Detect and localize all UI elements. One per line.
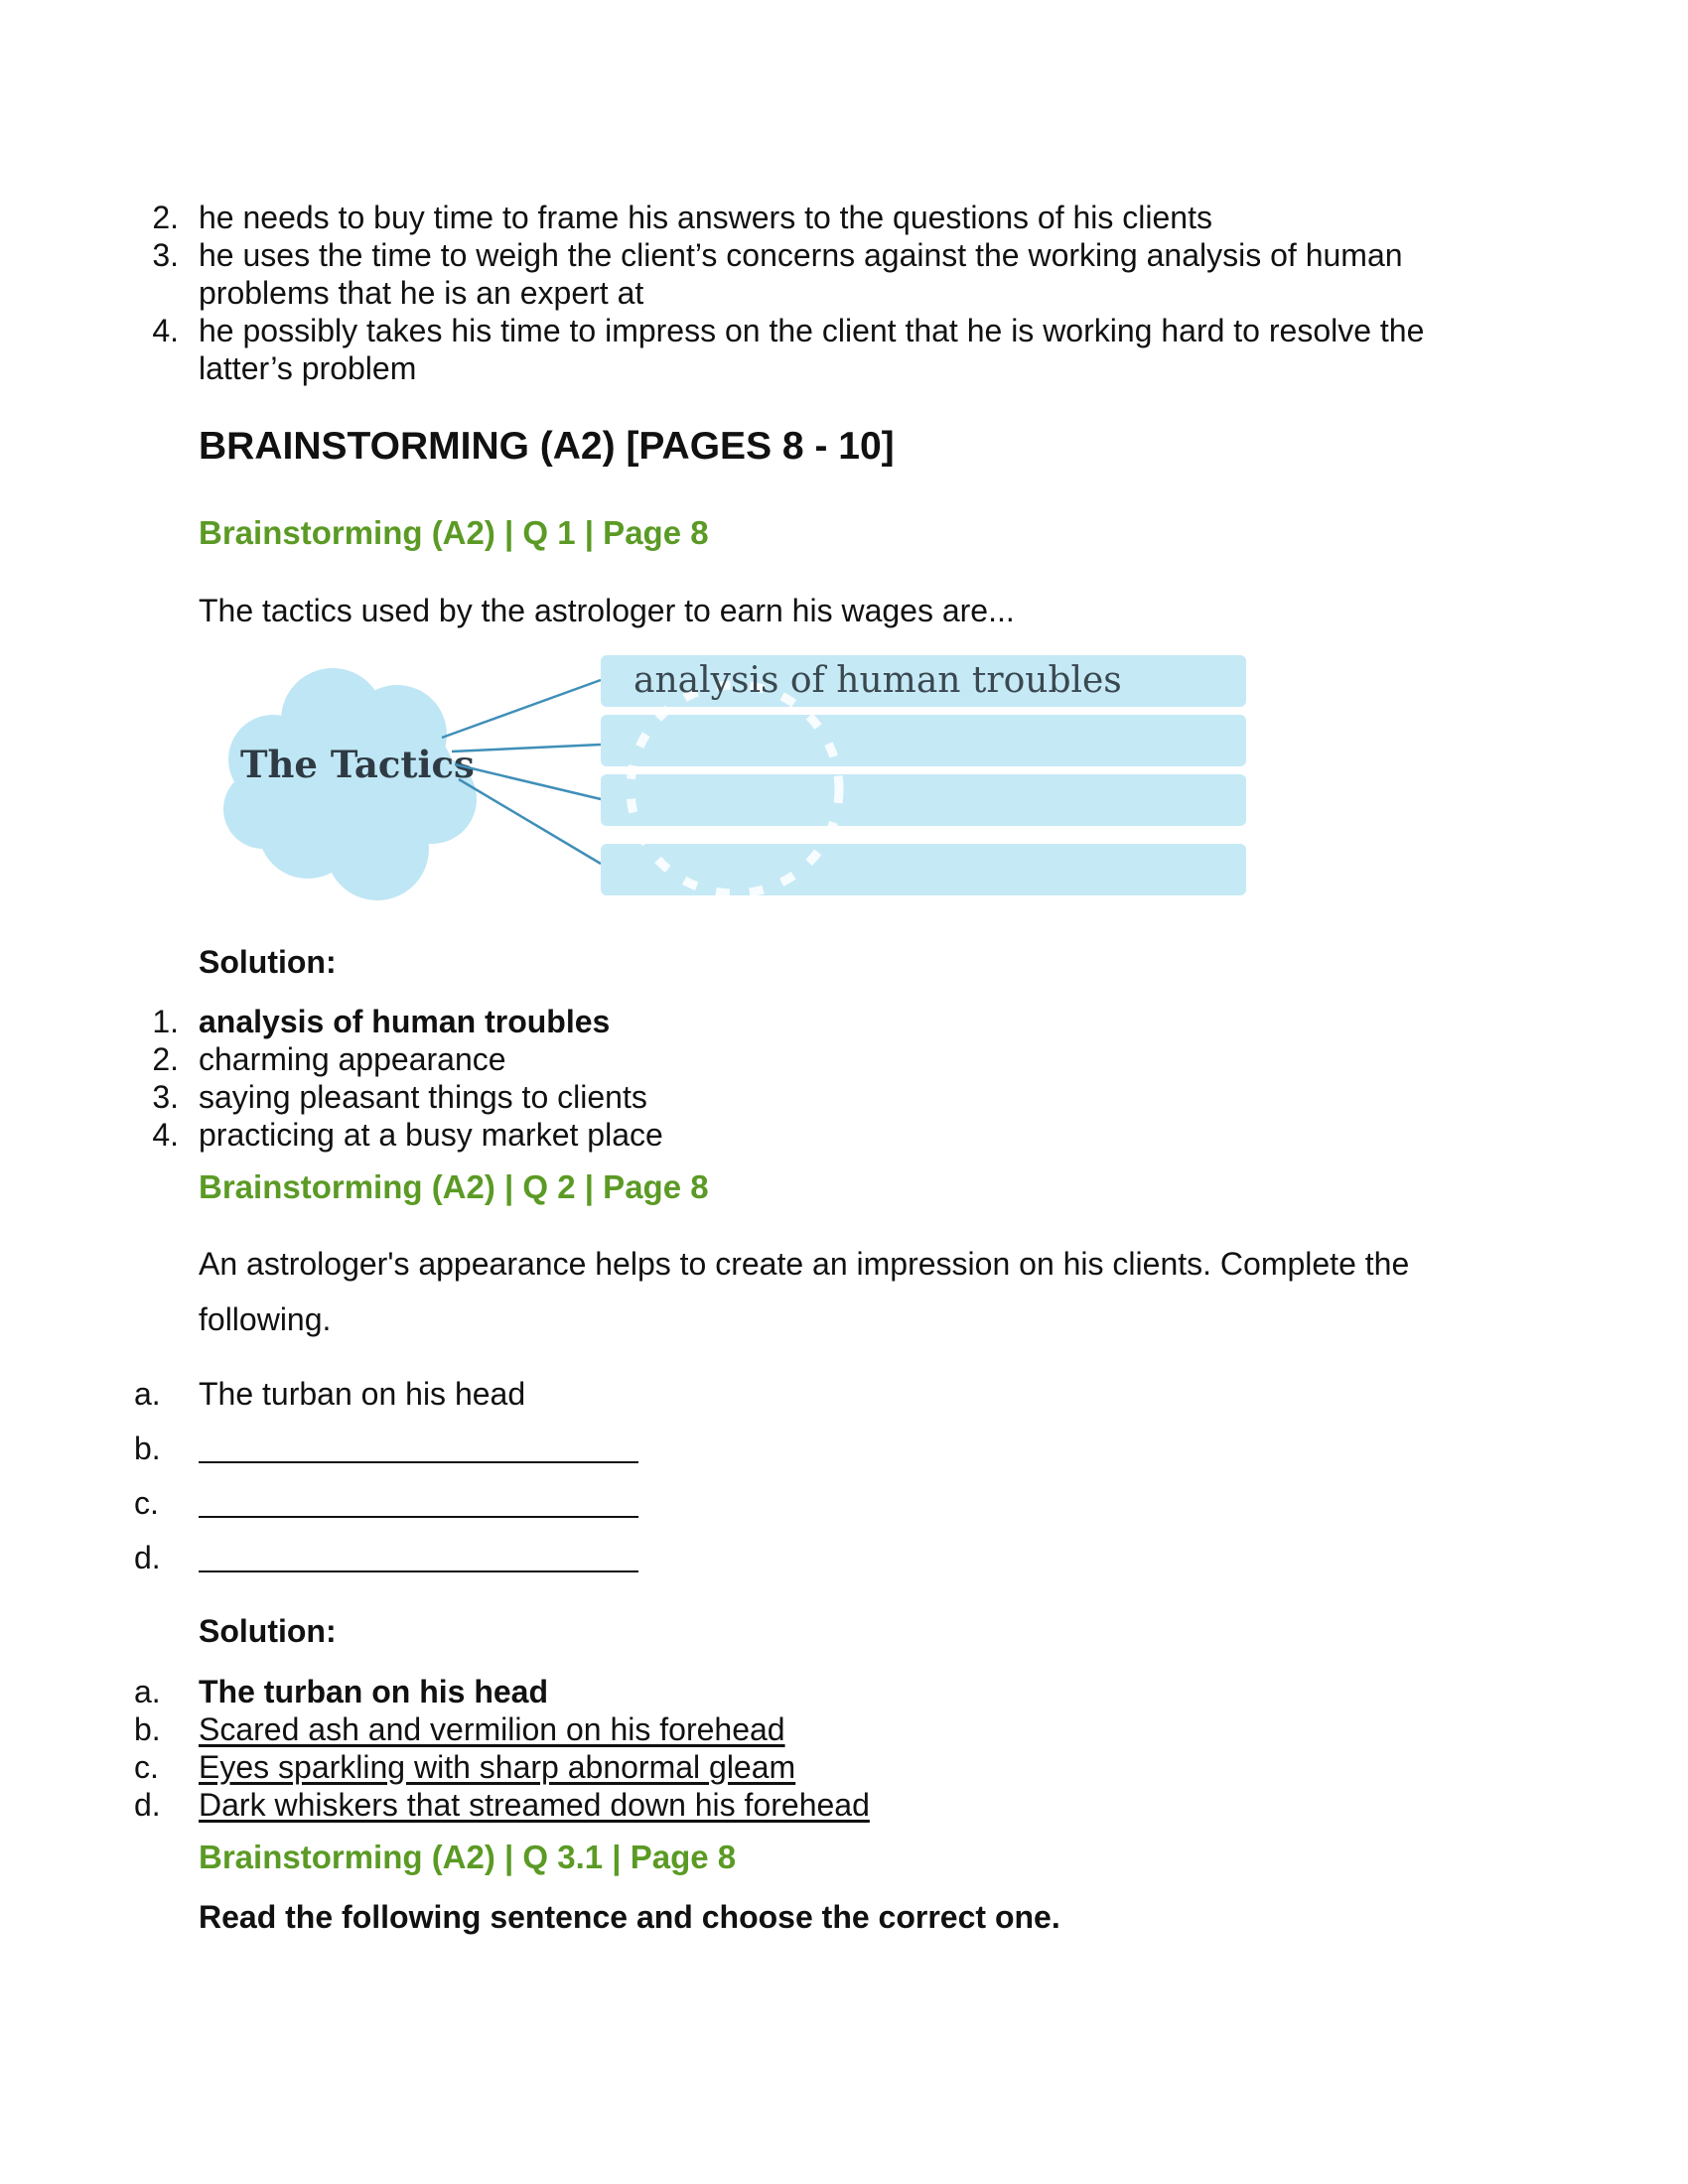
list-item-text: he needs to buy time to frame his answers to the questions of his clients [199,200,1212,235]
answer-text: practicing at a busy market place [199,1117,663,1153]
blank-line [199,1430,638,1463]
list-number: 3. [152,237,179,273]
blank-line [199,1484,638,1518]
tactics-diagram [199,635,1271,923]
question-prompt: following. [199,1301,332,1337]
list-letter: c. [134,1749,159,1785]
list-item-text: he uses the time to weigh the client’s concerns against the working analysis of human [199,237,1403,273]
answer-text: The turban on his head [199,1674,549,1709]
answer-box [601,774,1246,826]
list-number: 4. [152,313,179,348]
box-label: analysis of human troubles [633,660,1122,701]
answer-text: Eyes sparkling with sharp abnormal gleam [199,1749,796,1785]
list-letter: a. [134,1376,161,1412]
answer-text: charming appearance [199,1041,506,1077]
list-item-text: he possibly takes his time to impress on the client that he is working hard to resolve the [199,313,1425,348]
question-instruction: Read the following sentence and choose the correct one. [199,1899,1060,1935]
list-number: 4. [152,1117,179,1153]
list-item-text: problems that he is an expert at [199,275,644,311]
question-prompt: The tactics used by the astrologer to earn his wages are... [199,593,1015,628]
list-number: 3. [152,1079,179,1115]
cloud-label: The Tactics [240,743,475,786]
solution-label: Solution: [199,944,337,980]
blank-line [199,1539,638,1572]
list-letter: a. [134,1674,161,1709]
list-number: 1. [152,1004,179,1039]
question-heading-q3: Brainstorming (A2) | Q 3.1 | Page 8 [199,1839,737,1875]
list-item-text: latter’s problem [199,350,417,386]
question-heading-q1: Brainstorming (A2) | Q 1 | Page 8 [199,514,709,551]
list-letter: c. [134,1485,159,1521]
answer-text: saying pleasant things to clients [199,1079,647,1115]
list-number: 2. [152,1041,179,1077]
answer-text: Dark whiskers that streamed down his forehead [199,1787,870,1823]
answer-box [601,844,1246,895]
answer-text: analysis of human troubles [199,1004,611,1039]
solution-label: Solution: [199,1613,337,1649]
answer-text: Scared ash and vermilion on his forehead [199,1711,785,1747]
section-heading: BRAINSTORMING (A2) [PAGES 8 - 10] [199,425,895,468]
question-heading-q2: Brainstorming (A2) | Q 2 | Page 8 [199,1168,709,1205]
list-letter: d. [134,1787,161,1823]
list-letter: b. [134,1711,161,1747]
list-number: 2. [152,200,179,235]
list-letter: b. [134,1431,161,1466]
answer-box [601,715,1246,766]
question-prompt: An astrologer's appearance helps to create an impression on his clients. Complete the [199,1246,1410,1282]
list-letter: d. [134,1540,161,1575]
fill-item-text: The turban on his head [199,1376,526,1412]
